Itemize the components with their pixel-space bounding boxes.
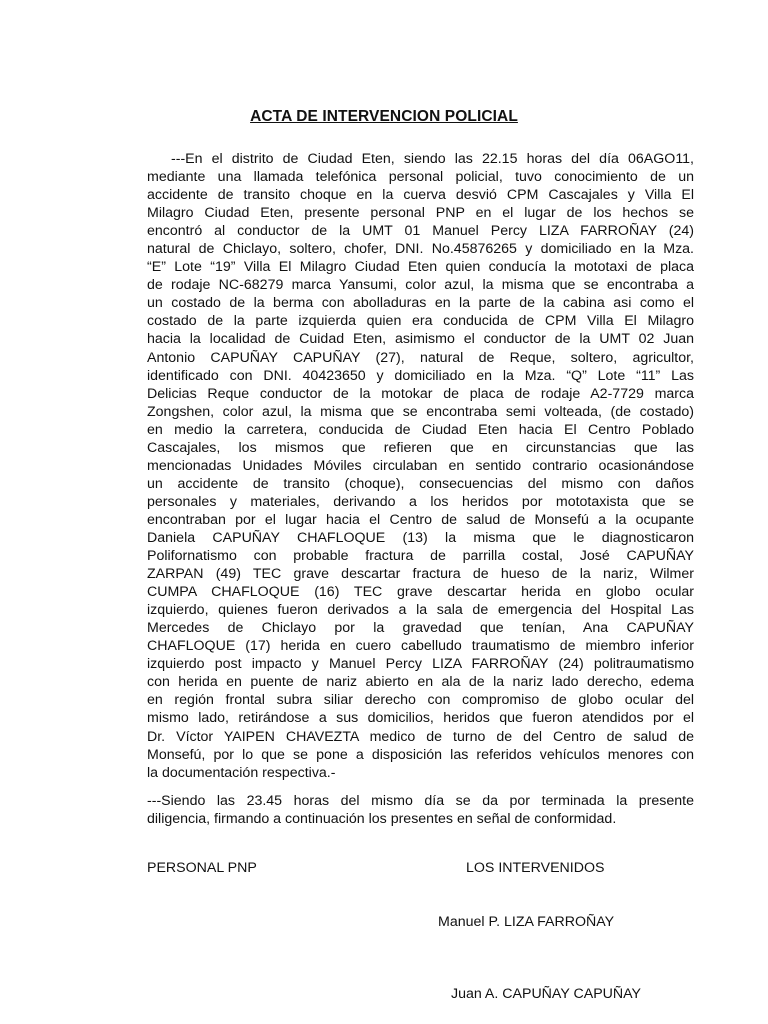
- document-title: ACTA DE INTERVENCION POLICIAL: [250, 108, 518, 125]
- text-line: un accidente de transito (choque), consecuencias del mismo con daños: [147, 475, 694, 492]
- text-line: Delicias Reque conductor de la motokar de placa de rodaje A2-7729 marca: [147, 385, 694, 402]
- text-line: “E” Lote “19” Villa El Milagro Ciudad Eten quien conducía la mototaxi de placa: [147, 259, 694, 276]
- text-line: CUMPA CHAFLOQUE (16) TEC grave descartar herida en globo ocular: [147, 584, 694, 601]
- text-line: ---En el distrito de Ciudad Eten, siendo las 22.15 horas del día 06AGO11,: [171, 151, 694, 167]
- text-line: la documentación respectiva.-: [147, 764, 336, 781]
- text-line: natural de Chiclayo, soltero, chofer, DNI. No.45876265 y domiciliado en la Mza.: [147, 241, 694, 258]
- text-line: costado de la parte izquierda quien era conducida de CPM Villa El Milagro: [147, 313, 694, 330]
- text-line: mismo lado, retirándose a sus domicilios, heridos que fueron atendidos por el: [147, 710, 694, 727]
- body-paragraph: [147, 150, 694, 782]
- text-line: Mercedes de Chiclayo por la gravedad que tenían, Ana CAPUÑAY: [147, 620, 694, 637]
- text-line: Polifornatismo con probable fractura de parrilla costal, José CAPUÑAY: [147, 548, 694, 565]
- text-line: encontraban por el lugar hacia el Centro de salud de Monsefú a la ocupante: [147, 511, 694, 528]
- text-line: mediante una llamada telefónica personal policial, tuvo conocimiento de un: [147, 169, 694, 186]
- text-line: encontró al conductor de la UMT 01 Manuel Percy LIZA FARROÑAY (24): [147, 223, 694, 240]
- signature-name-2: Juan A. CAPUÑAY CAPUÑAY: [451, 986, 642, 1002]
- text-line: en región frontal subra siliar derecho con compromiso de globo ocular del: [147, 692, 694, 709]
- text-line: en medio la carretera, conducida de Ciudad Eten hacia El Centro Poblado: [147, 421, 694, 438]
- text-line: Zongshen, color azul, la misma que se encontraba semi volteada, (de costado): [147, 403, 694, 420]
- text-line: Monsefú, por lo que se pone a disposición las referidos vehículos menores con: [147, 746, 694, 763]
- text-line: personales y materiales, derivando a los heridos por mototaxista que se: [147, 493, 694, 510]
- signature-heading-intervened: LOS INTERVENIDOS: [466, 860, 605, 876]
- text-line: hacia la localidad de Cuidad Eten, asimismo el conductor de la UMT 02 Juan: [147, 331, 694, 348]
- text-line: CHAFLOQUE (17) herida en cuero cabelludo traumatismo de miembro inferior: [147, 638, 694, 655]
- signature-name-1: Manuel P. LIZA FARROÑAY: [438, 914, 615, 930]
- text-line: izquierdo post impacto y Manuel Percy LIZA FARROÑAY (24) politraumatismo: [147, 656, 694, 673]
- text-line: de rodaje NC-68279 marca Yansumi, color azul, la misma que se encontraba a: [147, 277, 694, 294]
- text-line: accidente de transito choque en la cuerva desvió CPM Cascajales y Villa El: [147, 187, 694, 204]
- text-line: con herida en puente de nariz abierto en ala de la nariz lado derecho, edema: [147, 674, 694, 691]
- text-line: diligencia, firmando a continuación los presentes en señal de conformidad.: [147, 811, 617, 828]
- text-line: Cascajales, los mismos que refieren que en circunstancias que las: [147, 439, 694, 456]
- signature-heading-police: PERSONAL PNP: [147, 860, 257, 876]
- text-line: ZARPAN (49) TEC grave descartar fractura de hueso de la nariz, Wilmer: [147, 566, 694, 583]
- text-line: Dr. Víctor YAIPEN CHAVEZTA medico de turno de del Centro de salud de: [147, 728, 694, 745]
- closing-paragraph: [147, 792, 694, 828]
- text-line: Daniela CAPUÑAY CHAFLOQUE (13) la misma que le diagnosticaron: [147, 529, 694, 546]
- text-line: ---Siendo las 23.45 horas del mismo día se da por terminada la presente: [147, 793, 694, 809]
- text-line: un costado de la berma con abolladuras en la parte de la cabina asi como el: [147, 295, 694, 312]
- text-line: izquierdo, quienes fueron derivados a la sala de emergencia del Hospital Las: [147, 602, 694, 619]
- text-line: identificado con DNI. 40423650 y domiciliado en la Mza. “Q” Lote “11” Las: [147, 367, 694, 384]
- text-line: Milagro Ciudad Eten, presente personal PNP en el lugar de los hechos se: [147, 205, 694, 222]
- text-line: mencionadas Unidades Móviles circulaban en sentido contrario ocasionándose: [147, 457, 694, 474]
- text-line: Antonio CAPUÑAY CAPUÑAY (27), natural de Reque, soltero, agricultor,: [147, 349, 694, 366]
